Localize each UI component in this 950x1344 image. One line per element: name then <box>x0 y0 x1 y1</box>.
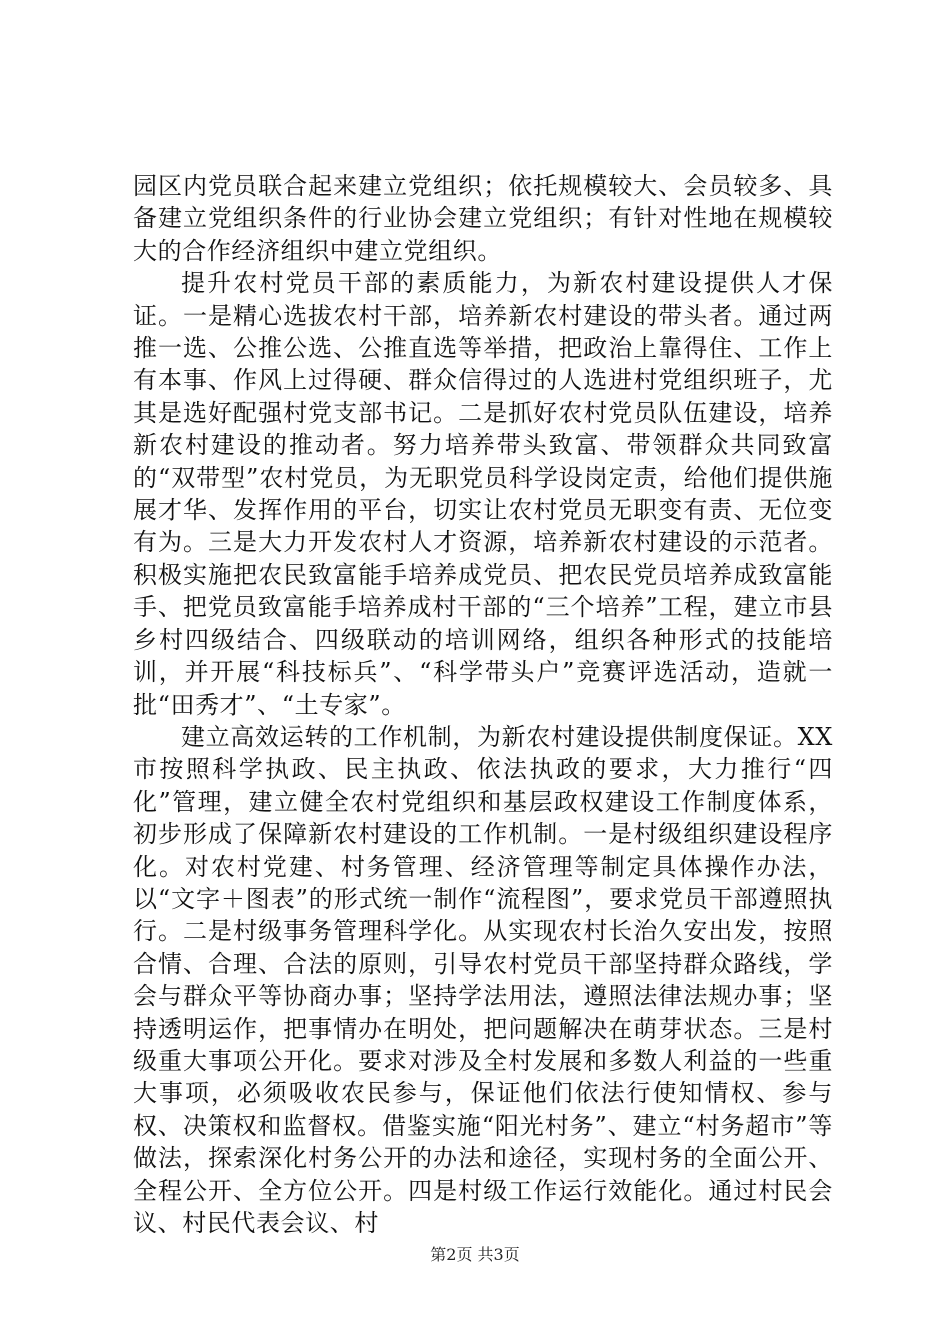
page-footer: 第2页 共3页 <box>430 1245 520 1264</box>
paragraph-mechanism: 建立高效运转的工作机制，为新农村建设提供制度保证。XX市按照科学执政、民主执政、依法执政的要求，大力推行“四化”管理，建立健全农村党组织和基层政权建设工作制度体系，初步形成了保障新农村建设的工作机制。一是村级组织建设程序化。对农村党建、村务管理、经济管理等制定具体操作办法，以“文字＋图表”的形式统一制作“流程图”，要求党员干部遵照执行。二是村级事务管理科学化。从实现农村长治久安出发，按照合情、合理、合法的原则，引导农村党员干部坚持群众路线，学会与群众平等协商办事；坚持学法用法，遵照法律法规办事；坚持透明运作，把事情办在明处，把问题解决在萌芽状态。三是村级重大事项公开化。要求对涉及全村发展和多数人利益的一些重大事项，必须吸收农民参与，保证他们依法行使知情权、参与权、决策权和监督权。借鉴实施“阳光村务”、建立“村务超市”等做法，探索深化村务公开的办法和途径，实现村务的全面公开、全程公开、全方位公开。四是村级工作运行效能化。通过村民会议、村民代表会议、村 <box>133 722 833 1237</box>
document-body <box>133 170 833 1239</box>
paragraph-continuation: 园区内党员联合起来建立党组织；依托规模较大、会员较多、具备建立党组织条件的行业协会建立党组织；有针对性地在规模较大的合作经济组织中建立党组织。 <box>133 172 833 265</box>
paragraph-talent: 提升农村党员干部的素质能力，为新农村建设提供人才保证。一是精心选拔农村干部，培养新农村建设的带头者。通过两推一选、公推公选、公推直选等举措，把政治上靠得住、工作上有本事、作风上过得硬、群众信得过的人选进村党组织班子，尤其是选好配强村党支部书记。二是抓好农村党员队伍建设，培养新农村建设的推动者。努力培养带头致富、带领群众共同致富的“双带型”农村党员，为无职党员科学设岗定责，给他们提供施展才华、发挥作用的平台，切实让农村党员无职变有责、无位变有为。三是大力开发农村人才资源，培养新农村建设的示范者。积极实施把农民致富能手培养成党员、把农民党员培养成致富能手、把党员致富能手培养成村干部的“三个培养”工程，建立市县乡村四级结合、四级联动的培训网络，组织各种形式的技能培训，并开展“科技标兵”、“科学带头户”竞赛评选活动，造就一批“田秀才”、“土专家”。 <box>133 269 833 719</box>
